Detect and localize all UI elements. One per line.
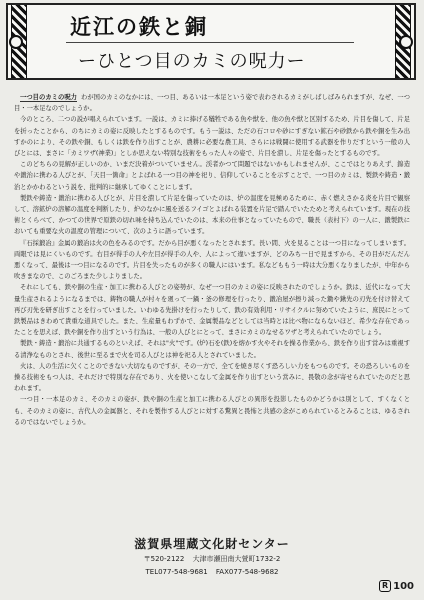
article-paragraph: 今のところ、二つの説が唱えられています。一説は、カミに捧げる犠牲である魚や獣を、他の魚や獣と区別するため、片目を傷して、片足を折ったことから、のちにカミの姿に反映したとするものです。もう一説は、ただの石コロや砂にすぎない鉱石や砂鉄から鉄や銅を生み出すかのにより、その鉄や銅、もしくは鉄を作り出すことが、農耕に必要な農工具、さらには戦闘に使用する武器を作りだすという一般の人びとには、まさに「カミワザ(神業)」としか思えない特別な技術をもった人々の姿で、片目を潰し、片足を傷ったとするものです。 <box>14 116 410 158</box>
fax: FAX077-548-9682 <box>215 568 279 576</box>
contact-line <box>0 567 424 578</box>
recycled-paper-badge <box>379 580 414 592</box>
article-paragraph: 一つ目・一本足のカミ、そのカミの姿が、鉄や銅の生産と加工に携わる人びとの異形を投影したものかどうかは別として、すくなくとも、そのカミの姿に、古代人の金属器と、それを製作する人びとに対する驚異と畏怖と共感の念がこめられているとみることは、ゆるされるのではないでしょうか。 <box>14 396 410 426</box>
article-paragraph: このどちらの見解が正しいのか、いまだ決着がついていません。渓者かつて問題ではないかもしれませんが、ここではとりあえず、錦造や鍛治に携わる人びとが、「天目一箇命」とよばれる一つ目の神を祀り、信仰していることを示すことで、一つ目のカミは、製鉄や鋳造・鍛治とかかわるという説を、批判的に継承してゆくことにします。 <box>14 161 410 191</box>
recycle-number: 100 <box>393 580 414 592</box>
organization-name: 滋賀県埋蔵文化財センター <box>134 537 290 551</box>
postal-code: 〒520-2122 <box>143 555 185 563</box>
knot-icon <box>399 35 413 49</box>
title-divider <box>66 42 354 43</box>
article-paragraph: 製鉄・鋳造・鍛治に共通するものといえば、それは"火"です。(炉)石を(鉄)を熔かす火やそれを操る作業から、鉄を作り出す営みは重視する清浄なものとされ、後世に至るまで火を司る人びとは神を祀る人とされていました。 <box>14 340 410 359</box>
article-paragraph: 一つ目のカミの呪力 わが国のカミのなかには、一つ目、あるいは一本足という姿で表わされるカミがしばしばみられますが、なぜ、一つ目・一本足なのでしょうか。 <box>14 94 410 113</box>
article-paragraph: 火は、人の生活に欠くことのできない大切なものですが、その一方で、全てを焼き尽くす恐ろしい力をもつものです。その恐ろしいものを操る技術をもつ人は、それだけで特別な存在であり、火を使いこなして金属を作り出すという営みに、畏敬の念が寄せられていたのだと思われます。 <box>14 362 410 393</box>
title-banner <box>6 3 416 80</box>
article-paragraph: それにしても、鉄や銅の生産・加工に携わる人びとの姿勢が、なぜ一つ目のカミの姿に反映されたのでしょうか。鉄は、近代になって大量生産されるようになるまでは、鋳物の職人が村々を廻って一鍋・釜の修理を行ったり、鍛冶屋が擦り減った鋤や鍬先の刃先を付け替えて再び刃先を研ぎ出すことを行っていました。いわゆる先掛けを行ったりして、鉄の有効利用・リサイクルに努めていたように、庶民にとって鉄製品はきわめて貴重な道具でした。また、生産量もわずかで、金属製品などとしては当時とは比べ物にならないほど、希少な存在であったことを思えば、鉄や銅を作り出すという行為は、一般の人びとにとって、まさにカミのなせるワザと考えられていたのでしょう。 <box>14 284 410 337</box>
lead-label: 一つ目のカミの呪力 <box>20 94 77 101</box>
article-body <box>14 92 410 428</box>
telephone: TEL077-548-9681 <box>145 568 208 576</box>
knot-icon <box>9 35 23 49</box>
street-address: 大津市瀬田南大萱町1732-2 <box>192 555 281 563</box>
page-subtitle: ーひとつ目のカミの呪力ー <box>78 51 306 72</box>
page-title: 近江の鉄と銅 <box>70 15 208 39</box>
recycle-icon: R <box>379 580 391 592</box>
article-paragraph: 『石採鍛冶』金属の鍛冶は火の色をみるのです。だから目が悪くなったとされます。長い間、火を見ることは一つ目になってしまいます。両眼では見にくいものです。右目が得手の人や左目が得手の人や、人によって違いますが、どのみち一日で見ますから、その目がだんだん悪くなって、最後は一つ目になるのです。片目を失ったものが多くの職人にはいます。私などももう一時は大分悪くなりましたが、中年から吹きまなので、このごろまた少しよりました。 <box>14 239 410 281</box>
address-line <box>0 554 424 565</box>
article-paragraph: 製鉄や鋳造・鍛治に携わる人びとが、片目を潰して片足を傷っていたのは、炉の温度を見極めるために、赤く燃えさかる炎を片目で観察して、溶鉱炉の溶解の温度を判断したり、炉のなかに風を送るフイゴとよばれる装置を片足で踏んでいたためと考えられています。現在の技術とくらべて、かつての世界で原鉄の切れ味を持ち込んでいたのは、本来の仕事となっていたもので、職長（表村下）の一人に、鍛製鉄においても重要な火の温度の管理について、次のように語っています。 <box>14 194 410 236</box>
footer <box>0 535 424 578</box>
